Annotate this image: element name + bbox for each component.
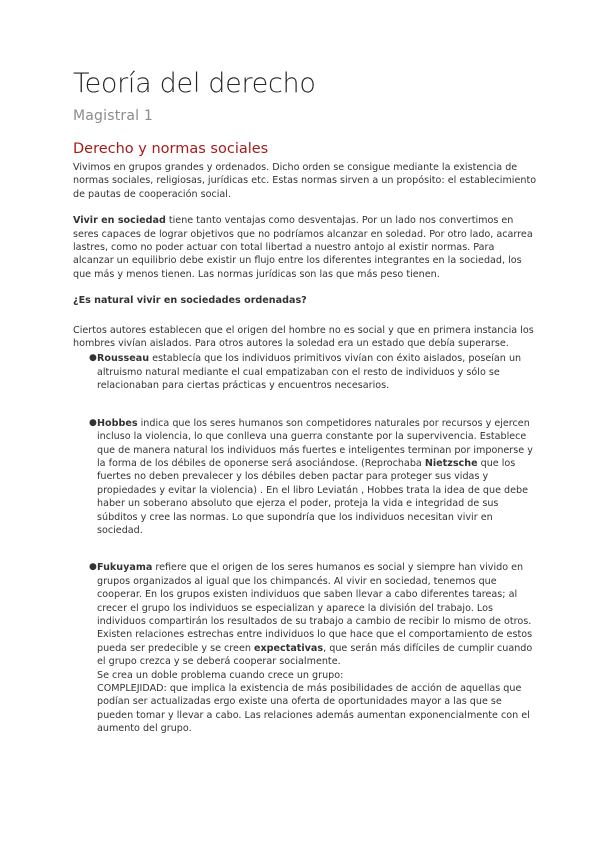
paragraph-intro: Vivimos en grupos grandes y ordenados. Dicho orden se consigue mediante la existencia de normas sociales, religiosas, jurídicas etc. Estas normas sirven a un propósito: el establecimiento de pautas de cooperación social. <box>73 162 537 200</box>
list-item-fukuyama <box>73 561 537 735</box>
paragraph-society-text: tiene tanto ventajas como desventajas. Por un lado nos convertimos en seres capaces de lograr objetivos que no podríamos alcanzar en soledad. Por otro lado, acarrea lastres, como no poder actuar con total libertad a nuestro antojo al existir normas. Para alcanzar un equilibrio debe existir un flujo entre los diferentes integrantes en la sociedad, los que más y menos tienen. Las normas jurídicas son las que más peso tienen. <box>73 215 533 280</box>
term-vivir-en-sociedad: Vivir en sociedad <box>73 215 166 227</box>
author-nietzsche: Nietzsche <box>424 457 478 469</box>
list-item-rousseau <box>73 352 537 392</box>
bullet-icon: ● <box>89 417 97 428</box>
fukuyama-text-a: refiere que el origen de los seres humanos es social y siempre han vivido en grupos organizados al igual que los chimpancés. Al vivir en sociedad, tenemos que cooperar. En los grupos existen individuos que saben llevar a cabo diferentes tareas; al crecer el grupo los individuos se especializan y aparece la división del trabajo. Los individuos compartirán los resultados de su trabajo a cambio de recibir lo mismo de otros. Existen relaciones estrechas entre individuos lo que hace que el comportamiento de estos pueda ser predecible y se creen <box>97 562 533 654</box>
fukuyama-text-b: , que serán más difíciles de cumplir cuando el grupo crezca y se deberá cooperar socialmente. <box>97 642 533 668</box>
page-title: Teoría del derecho <box>73 68 316 99</box>
bullet-icon: ● <box>89 562 97 573</box>
bullet-icon: ● <box>89 353 97 364</box>
page-subtitle: Magistral 1 <box>73 108 153 124</box>
hobbes-text-b: que los fuertes no deben prevalecer y los débiles deben pactar para proteger sus vidas y propiedades y evitar la violencia) . En el libro Leviatán , Hobbes trata la idea de que debe haber un soberano absoluto que ejerza el poder, proteja la vida e integridad de sus súbditos y cree las normas. Lo que supondría que los individuos necesitan vivir en sociedad. <box>97 457 529 536</box>
hobbes-text-a: indica que los seres humanos son competidores naturales por recursos y ejercen incluso la violencia, lo que conlleva una guerra constante por la supervivencia. Establece que de manera natural los individuos más fuertes e inteligentes terminan por imponerse y la forma de los débiles de oponerse será asociándose. (Reprochaba <box>97 417 533 469</box>
question-heading: ¿Es natural vivir en sociedades ordenadas? <box>73 295 307 307</box>
author-fukuyama: Fukuyama <box>97 562 153 574</box>
term-expectativas: expectativas <box>253 642 324 654</box>
paragraph-authors: Ciertos autores establecen que el origen del hombre no es social y que en primera instancia los hombres vivían aislados. Para otros autores la soledad era un estado que debía superarse. <box>73 324 534 350</box>
rousseau-text: establecía que los individuos primitivos vivían con éxito aislados, poseían un altruismo natural mediante el cual empatizaban con el resto de individuos y sólo se relacionaban para ciertas prácticas y encuentros necesarios. <box>97 353 522 392</box>
paragraph-society <box>73 214 537 281</box>
author-rousseau: Rousseau <box>97 353 150 365</box>
document-body <box>73 161 537 760</box>
list-item-hobbes <box>73 417 537 538</box>
fukuyama-problem-line: Se crea un doble problema cuando crece un grupo: <box>97 669 344 681</box>
fukuyama-complexity: COMPLEJIDAD: que implica la existencia de más posibilidades de acción de aquellas que podían ser actualizadas ergo existe una oferta de oportunidades mayor a las que se pueden tomar y llevar a cabo. Las relaciones además aumentan exponencialmente con el aumento del grupo. <box>97 683 530 735</box>
author-hobbes: Hobbes <box>97 417 138 429</box>
section-heading: Derecho y normas sociales <box>73 141 269 157</box>
authors-list <box>73 352 537 735</box>
